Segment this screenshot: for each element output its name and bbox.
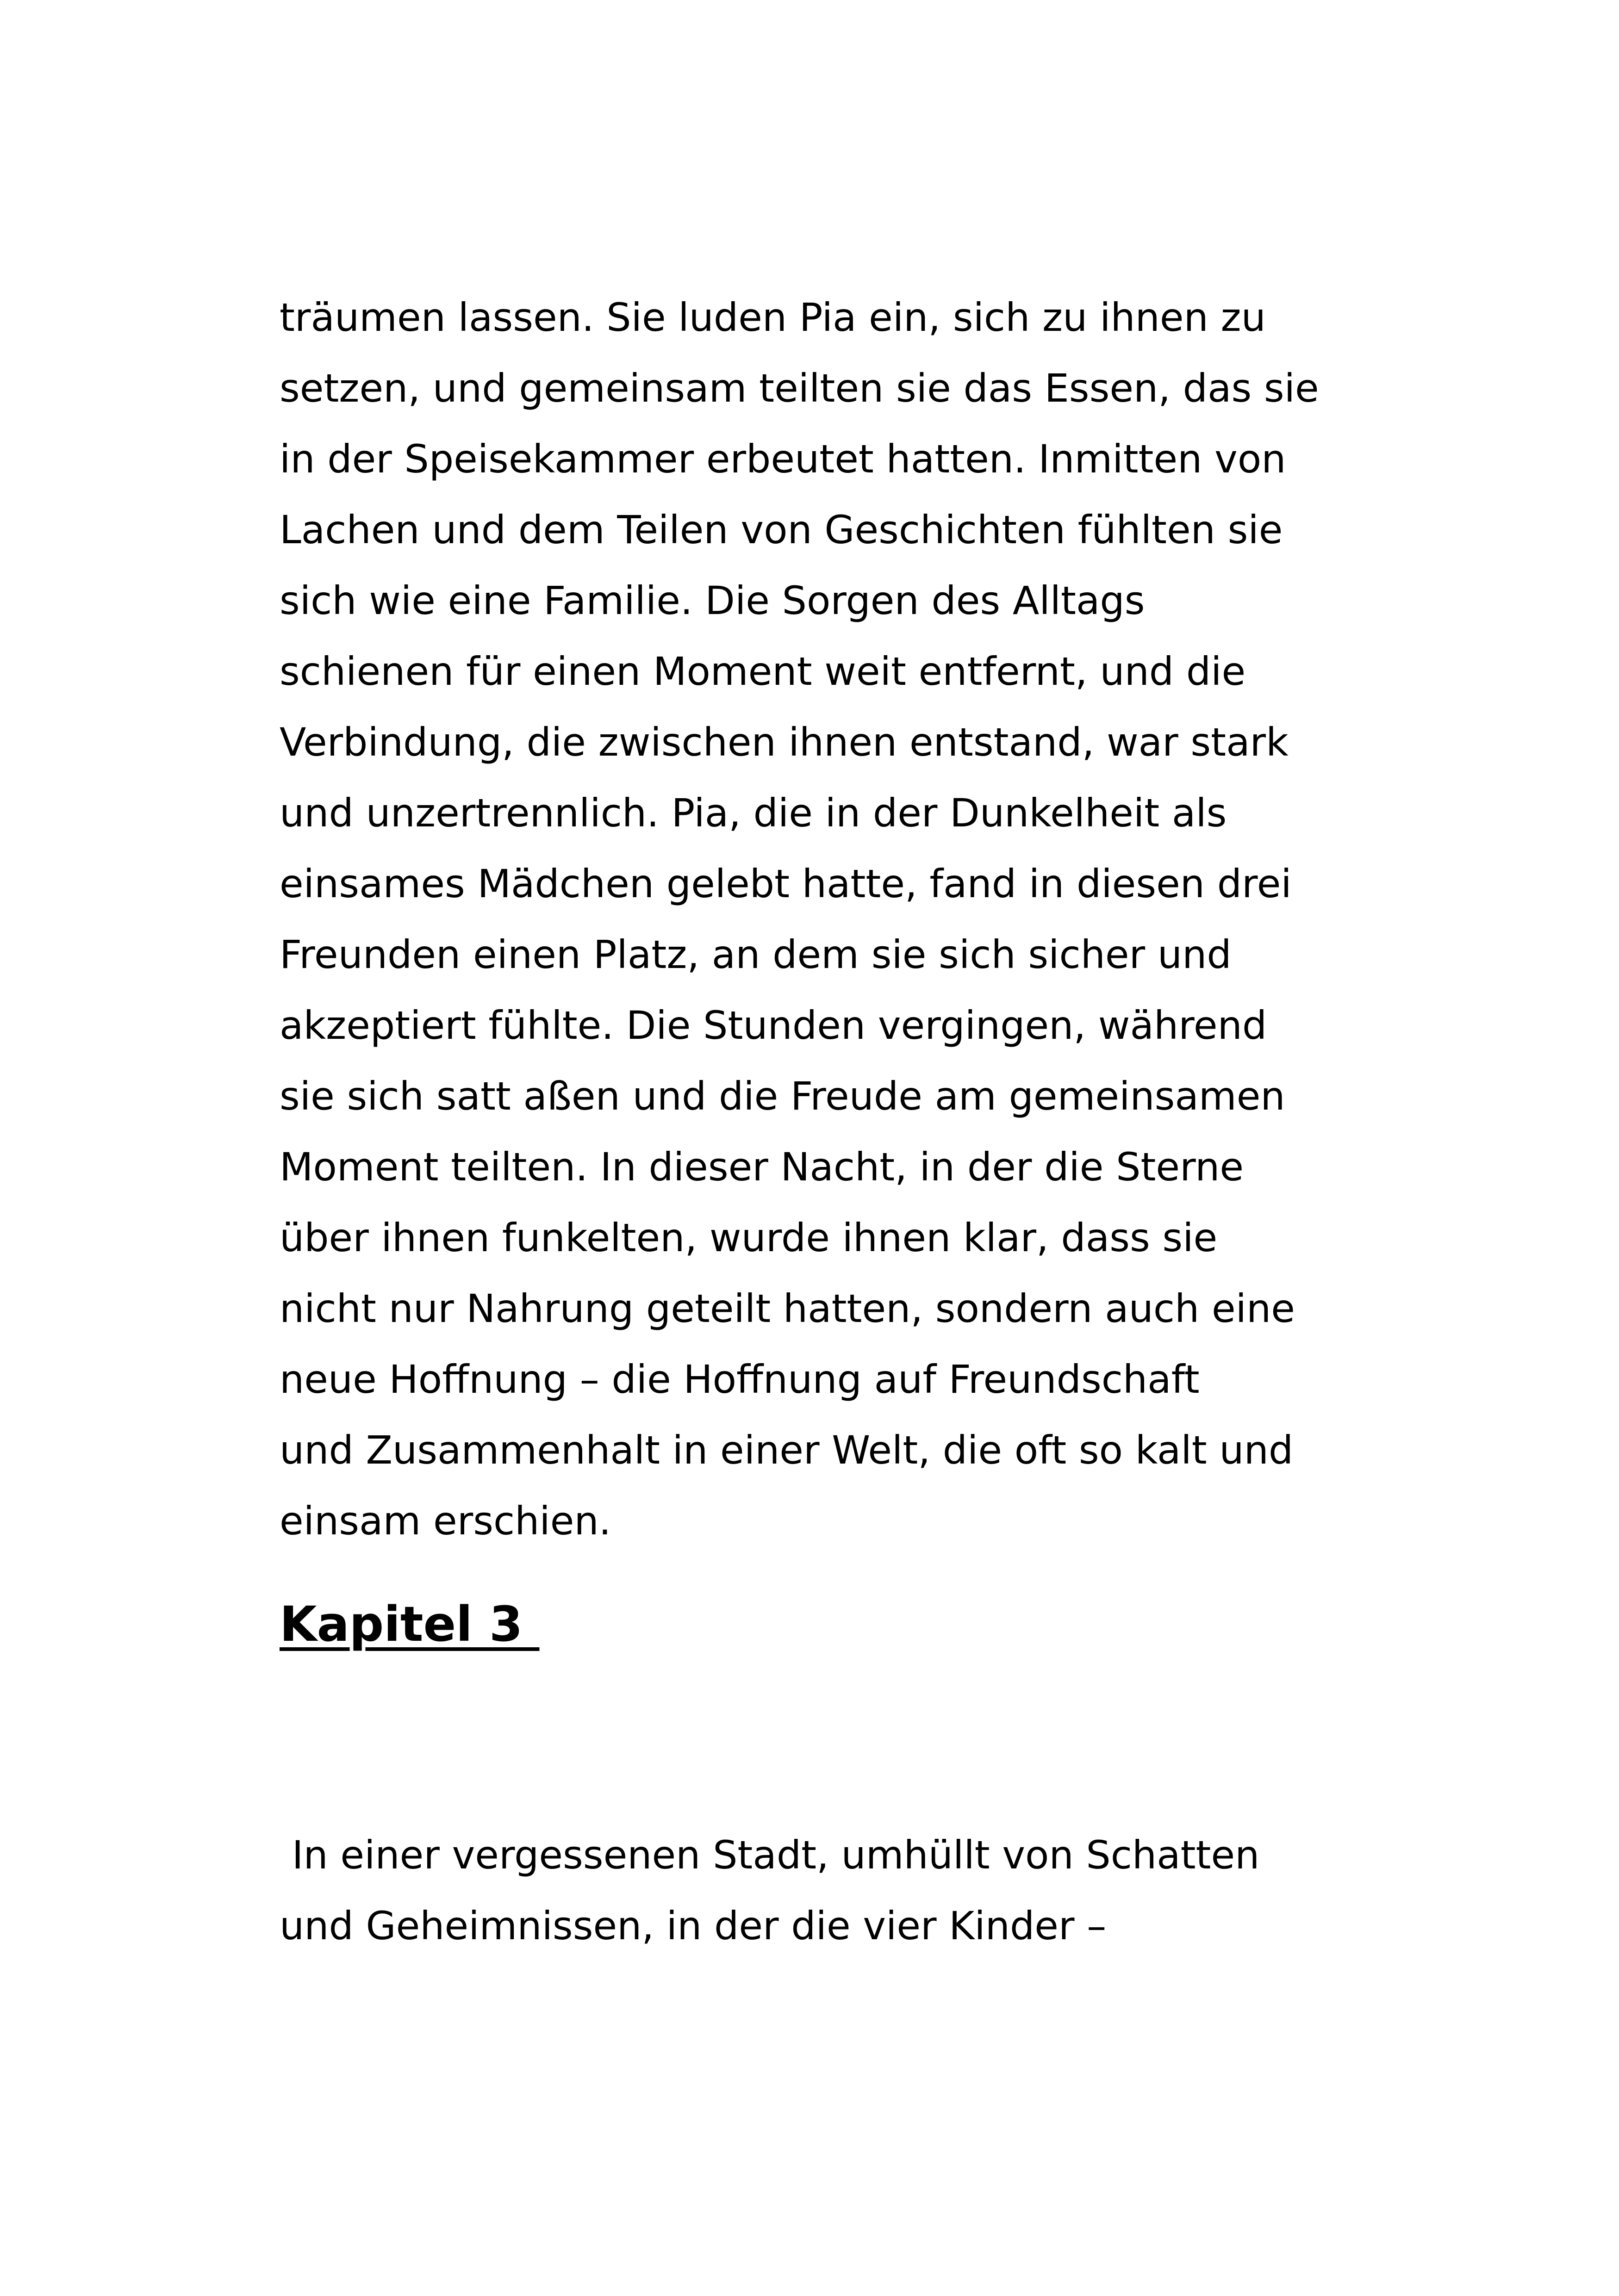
text-line: sie sich satt aßen und die Freude am gemeinsamen: [280, 1074, 1285, 1119]
text-line: neue Hoffnung – die Hoffnung auf Freundschaft: [280, 1357, 1200, 1402]
text-line: und Geheimnissen, in der die vier Kinder –: [280, 1903, 1107, 1948]
text-line: setzen, und gemeinsam teilten sie das Essen, das sie: [280, 366, 1319, 411]
text-line: Lachen und dem Teilen von Geschichten fühlten sie: [280, 507, 1283, 552]
text-line: akzeptiert fühlte. Die Stunden vergingen, während: [280, 1003, 1267, 1048]
text-line: Freunden einen Platz, an dem sie sich sicher und: [280, 932, 1232, 977]
text-line: einsames Mädchen gelebt hatte, fand in diesen drei: [280, 861, 1292, 906]
text-line: und unzertrennlich. Pia, die in der Dunkelheit als: [280, 790, 1227, 836]
chapter-heading: Kapitel 3: [280, 1596, 540, 1652]
text-line: Moment teilten. In dieser Nacht, in der die Sterne: [280, 1144, 1244, 1190]
text-line: Verbindung, die zwischen ihnen entstand, war stark: [280, 720, 1289, 765]
paragraph-2: [280, 1820, 1390, 1961]
paragraph-1: [280, 282, 1390, 1557]
text-line: sich wie eine Familie. Die Sorgen des Alltags: [280, 578, 1145, 623]
text-line: und Zusammenhalt in einer Welt, die oft so kalt und: [280, 1427, 1294, 1473]
text-line: über ihnen funkelten, wurde ihnen klar, dass sie: [280, 1215, 1218, 1260]
text-line: träumen lassen. Sie luden Pia ein, sich zu ihnen zu: [280, 295, 1266, 340]
text-line: schienen für einen Moment weit entfernt, und die: [280, 649, 1246, 694]
text-line: einsam erschien.: [280, 1498, 611, 1544]
text-line: In einer vergessenen Stadt, umhüllt von Schatten: [280, 1832, 1260, 1878]
text-line: in der Speisekammer erbeutet hatten. Inmitten von: [280, 436, 1286, 482]
text-line: nicht nur Nahrung geteilt hatten, sondern auch eine: [280, 1286, 1295, 1331]
